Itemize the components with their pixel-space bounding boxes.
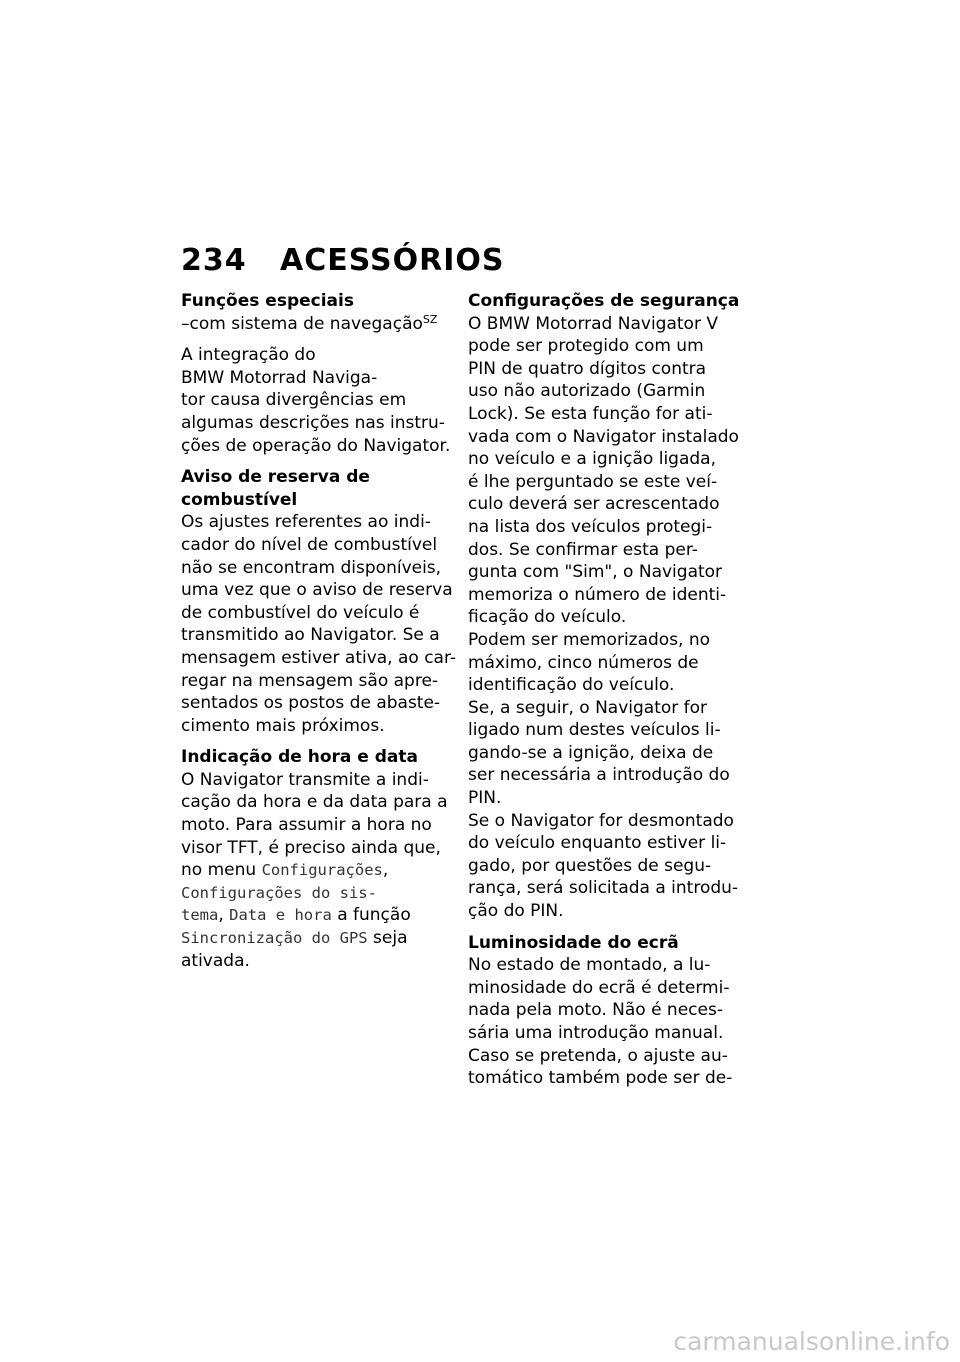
menu-path: Configurações do sis- — [181, 883, 377, 902]
text-line: tomático também pode ser de- — [468, 1068, 733, 1089]
text-line: A integração do — [181, 345, 316, 366]
text-line: gunta com "Sim", o Navigator — [468, 562, 723, 583]
text-line: PIN. — [468, 788, 502, 809]
text-line: cimento mais próximos. — [181, 715, 385, 736]
text-line — [181, 904, 463, 927]
option-superscript: SZ — [422, 312, 438, 326]
text-line: gado, por questões de segu- — [468, 855, 712, 876]
text-line: BMW Motorrad Naviga- — [181, 367, 378, 388]
watermark: carmanualsonline.info — [673, 1327, 950, 1356]
right-column — [468, 290, 758, 1090]
text-run: seja — [367, 928, 408, 949]
text-line: Os ajustes referentes ao indi- — [181, 512, 431, 533]
text-run: a função — [331, 905, 411, 926]
text-line: mensagem estiver ativa, ao car- — [181, 647, 457, 668]
text-line: O Navigator transmite a indi- — [181, 769, 429, 790]
menu-path: tema — [181, 906, 219, 925]
text-line: moto. Para assumir a hora no — [181, 815, 432, 836]
text-line: uso não autorizado (Garmin — [468, 381, 706, 402]
text-line — [181, 859, 463, 882]
text-line: não se encontram disponíveis, — [181, 557, 442, 578]
page-header — [181, 243, 504, 278]
text-line: sária uma introdução manual. — [468, 1023, 724, 1043]
text-line: gando-se a ignição, deixa de — [468, 742, 714, 763]
text-run: , — [382, 860, 389, 881]
menu-path: Sincronização do GPS — [181, 929, 368, 948]
text-line: cação da hora e da data para a — [181, 792, 448, 813]
text-line: é lhe perguntado se este veí- — [468, 471, 718, 492]
text-line: Lock). Se esta função for ati- — [468, 403, 713, 424]
section-title: Funções especiais — [181, 291, 354, 311]
text-line: na lista dos veículos protegi- — [468, 516, 713, 537]
text-run: no menu — [181, 860, 262, 881]
text-line: ativada. — [181, 950, 250, 971]
text-line: memoriza o número de identi- — [468, 584, 727, 605]
text-line: sentados os postos de abaste- — [181, 693, 441, 714]
text-line: tor causa divergências em — [181, 390, 407, 411]
section-title: combustível — [181, 489, 298, 510]
text-line: no veículo e a ignição ligada, — [468, 449, 717, 470]
text-line: uma vez que o aviso de reserva — [181, 580, 453, 601]
text-line: PIN de quatro dígitos contra — [468, 358, 707, 379]
text-line: rança, será solicitada a introdu- — [468, 878, 739, 899]
text-line: Caso se pretenda, o ajuste au- — [468, 1045, 728, 1066]
text-line: algumas descrições nas instru- — [181, 412, 445, 433]
section-title: Aviso de reserva de — [181, 467, 370, 488]
page-number: 234 — [181, 243, 247, 278]
text-line — [181, 882, 463, 905]
text-line: máximo, cinco números de — [468, 652, 699, 673]
text-line: Se o Navigator for desmontado — [468, 810, 734, 831]
paragraph — [468, 313, 758, 923]
text-line: culo deverá ser acrescentado — [468, 494, 720, 515]
text-line: vada com o Navigator instalado — [468, 426, 739, 447]
text-line: de combustível do veículo é — [181, 602, 420, 623]
left-column — [181, 290, 463, 972]
text-line: ficação do veículo. — [468, 607, 627, 628]
text-line: nada pela moto. Não é neces- — [468, 1000, 723, 1021]
text-line: do veículo enquanto estiver li- — [468, 833, 727, 854]
text-line: identificação do veículo. — [468, 675, 675, 696]
text-line: regar na mensagem são apre- — [181, 670, 439, 691]
text-line: cador do nível de combustível — [181, 534, 438, 555]
text-line: ção do PIN. — [468, 901, 564, 922]
text-line: ções de operação do Navigator. — [181, 435, 451, 456]
text-line: dos. Se confirmar esta per- — [468, 539, 698, 560]
menu-path: Configurações — [261, 861, 383, 880]
paragraph — [181, 511, 463, 737]
subtitle-text: –com sistema de navegação — [181, 313, 423, 334]
paragraph — [468, 954, 758, 1090]
section-title: Configurações de segurança — [468, 291, 740, 311]
menu-path: Data e hora — [229, 906, 332, 925]
chapter-title: ACESSÓRIOS — [280, 243, 505, 278]
text-line: Podem ser memorizados, no — [468, 629, 711, 650]
text-line: minosidade do ecrã é determi- — [468, 977, 730, 998]
text-line: visor TFT, é preciso ainda que, — [181, 837, 441, 858]
text-line: transmitido ao Navigator. Se a — [181, 625, 440, 646]
section-heading — [181, 466, 463, 511]
section-title: Luminosidade do ecrã — [468, 932, 679, 953]
paragraph — [181, 344, 463, 457]
text-line: ser necessária a introdução do — [468, 765, 730, 786]
paragraph — [181, 769, 463, 972]
text-line: pode ser protegido com um — [468, 336, 704, 357]
text-line — [181, 927, 463, 950]
text-line: Se, a seguir, o Navigator for — [468, 697, 708, 718]
text-run: , — [218, 905, 230, 926]
text-line: ligado num destes veículos li- — [468, 720, 721, 741]
section-subtitle — [181, 313, 463, 336]
text-line: No estado de montado, a lu- — [468, 955, 711, 976]
text-line: O BMW Motorrad Navigator V — [468, 313, 718, 334]
section-title: Indicação de hora e data — [181, 747, 418, 768]
